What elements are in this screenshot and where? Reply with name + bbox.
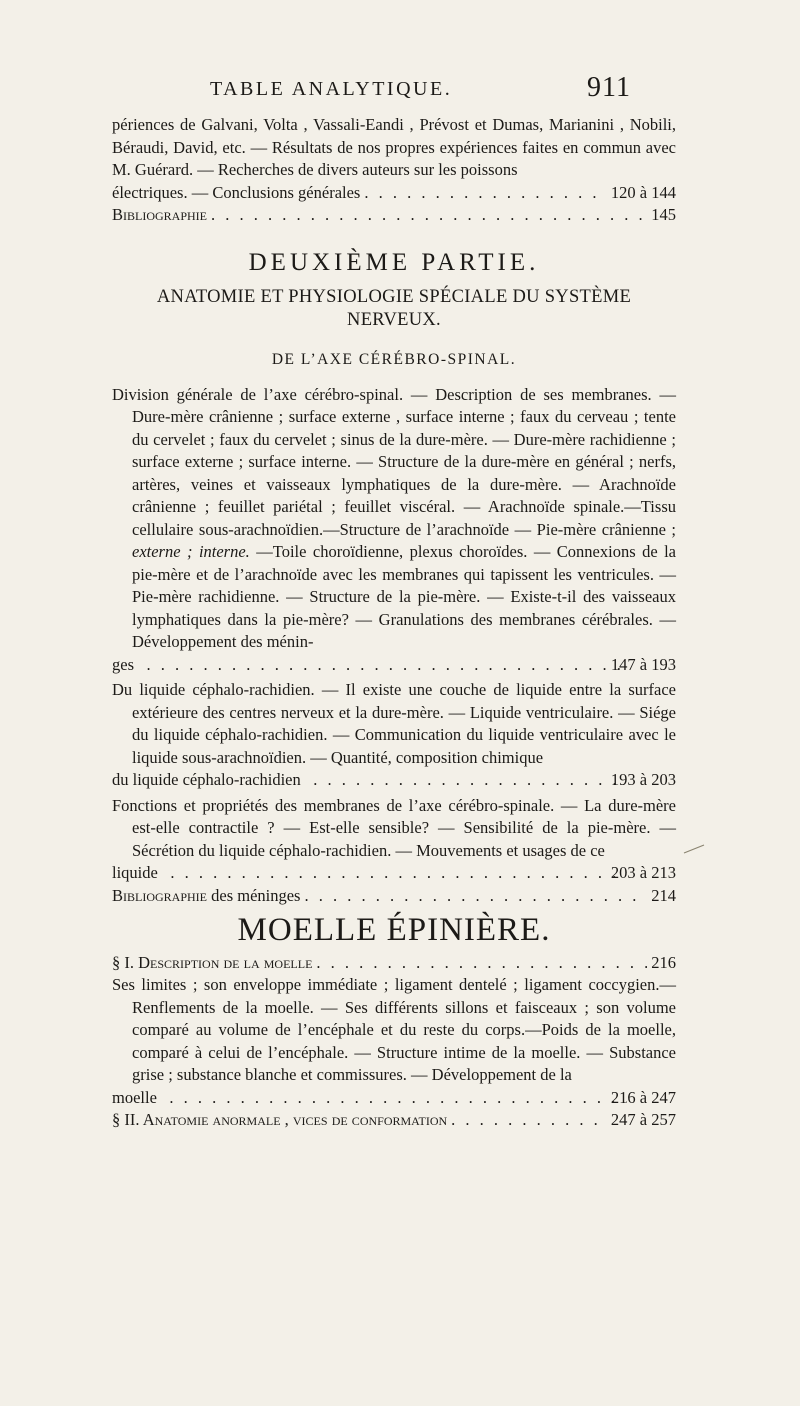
biblio-meninges-page: 214 bbox=[651, 885, 676, 905]
dot-leader bbox=[451, 1109, 607, 1132]
biblio-meninges-label: Bibliographie bbox=[112, 885, 207, 905]
page-number: 911 bbox=[587, 72, 631, 103]
entry-last-line: du liquide céphalo-rachidien bbox=[112, 770, 301, 789]
index-entry bbox=[112, 795, 676, 885]
entry-pages: 147 à 193 bbox=[610, 654, 676, 674]
bibliographie-label: Bibliographie bbox=[112, 205, 207, 224]
part-title: DEUXIÈME PARTIE. bbox=[248, 248, 540, 276]
section-1-text: Ses limites ; son enveloppe immédiate ; ligament dentelé ; ligament coccygien.— Renflements de la moelle. — Ses différents sillons et faisceaux ; son volume comparé au volume de l’encéphale et du reste du corps.—Poids de la moelle, comparé à celui de l’encéphale. — Structure intime de la moelle. — Substance grise ; substance blanche et commissures. — Développement de la bbox=[112, 975, 676, 1084]
running-head-title: TABLE ANALYTIQUE. bbox=[210, 78, 453, 100]
section-1-pages: 216 à 247 bbox=[610, 1087, 676, 1107]
entry-leader-line bbox=[112, 862, 676, 885]
bibliographie-line bbox=[112, 204, 676, 227]
bibliographie-page: 145 bbox=[651, 205, 676, 224]
entry-text: Du liquide céphalo-rachidien. — Il existe une couche de liquide entre la surface extérieure des centres nerveux et la dure-mère. — Liquide ventriculaire. — Siége du liquide céphalo-rachidien. — Communication du liquide ventriculaire avec le liquide sous-arachnoïdien. — Quantité, composition chimique bbox=[112, 680, 676, 767]
index-entry bbox=[112, 384, 676, 677]
dot-leader bbox=[304, 885, 647, 908]
entry-leader-line bbox=[112, 654, 676, 677]
running-head bbox=[0, 72, 800, 112]
conclusions-text: électriques. — Conclusions générales bbox=[112, 182, 361, 202]
entry-text: —Toile choroïdienne, plexus choroïdes. — Connexions de la pie-mère et de l’arachnoïde avec les membranes qui tapissent les ventricules. — Pie-mère rachidienne. — Structure de la pie-mère. — Existe-t-il des vaisseaux lymphatiques dans la pie-mère? — Granulations des membranes cérébrales. — Développement des ménin- bbox=[132, 542, 677, 651]
entry-text: Fonctions et propriétés des membranes de l’axe cérébro-spinale. — La dure-mère est-elle contractile ? — Est-elle sensible? — Sensibilité de la pie-mère. — Sécrétion du liquide céphalo-rachidien. — Mouvements et usages de ce bbox=[112, 795, 676, 860]
dot-leader bbox=[305, 769, 627, 792]
section-1-label: § I. Description de la moelle bbox=[112, 952, 313, 972]
section-title: DE L’AXE CÉRÉBRO-SPINAL. bbox=[271, 351, 517, 368]
intro-conclusions-line bbox=[112, 182, 676, 205]
section-2-pages: 247 à 257 bbox=[610, 1110, 676, 1129]
entry-last-line: ges bbox=[112, 654, 134, 674]
pencil-mark-icon bbox=[682, 843, 706, 855]
part-subtitle: ANATOMIE ET PHYSIOLOGIE SPÉCIALE DU SYSTÈME NERVEUX. bbox=[156, 287, 632, 330]
dot-leader bbox=[138, 654, 627, 677]
entry-last-line: liquide bbox=[112, 863, 158, 882]
section-1-entry bbox=[112, 974, 676, 1109]
entry-leader-line bbox=[112, 769, 676, 792]
entry-pages: 193 à 203 bbox=[610, 770, 676, 789]
conclusions-pages: 120 à 144 bbox=[610, 182, 676, 202]
dot-leader bbox=[211, 204, 647, 227]
section-1-last-line: moelle bbox=[112, 1087, 157, 1107]
section-2-label: § II. Anatomie anormale , vices de conformation bbox=[112, 1110, 448, 1129]
biblio-meninges-rest: des méninges bbox=[207, 885, 301, 905]
entry-italic: externe ; interne. bbox=[132, 542, 250, 561]
biblio-meninges-line bbox=[112, 885, 676, 908]
section-1-heading bbox=[112, 952, 676, 975]
entry-text: Division générale de l’axe cérébro-spinal. — Description de ses membranes. — Dure-mère crânienne ; surface externe , surface interne ; faux du cerveau ; tente du cervelet ; faux du cervelet ; sinus de la dure-mère. — Dure-mère rachidienne ; surface externe ; surface interne. — Structure de la dure-mère en général ; nerfs, artères, veines et vaisseaux lymphatiques de la dure-mère. — Arachnoïde crânienne ; feuillet pariétal ; feuillet viscéral. — Arachnoïde spinale.—Tissu cellulaire sous-arachnoïdien.—Structure de l’arachnoïde — Pie-mère crânienne ; bbox=[112, 384, 676, 539]
section-1-page: 216 bbox=[651, 952, 676, 972]
moelle-title: MOELLE ÉPINIÈRE. bbox=[237, 912, 551, 948]
index-body bbox=[112, 114, 676, 1132]
dot-leader bbox=[316, 952, 647, 975]
entry-pages: 203 à 213 bbox=[610, 863, 676, 882]
dot-leader bbox=[364, 182, 607, 205]
dot-leader bbox=[161, 1087, 627, 1110]
dot-leader bbox=[162, 862, 627, 885]
index-entry bbox=[112, 679, 676, 792]
entry-leader-line bbox=[112, 1087, 676, 1110]
intro-paragraph: périences de Galvani, Volta , Vassali-Eandi , Prévost et Dumas, Marianini , Nobili, Béraudi, David, etc. — Résultats de nos propres expériences faites en commun avec M. Guérard. — Recherches de divers auteurs sur les poissons bbox=[112, 115, 676, 179]
section-2-heading bbox=[112, 1109, 676, 1132]
